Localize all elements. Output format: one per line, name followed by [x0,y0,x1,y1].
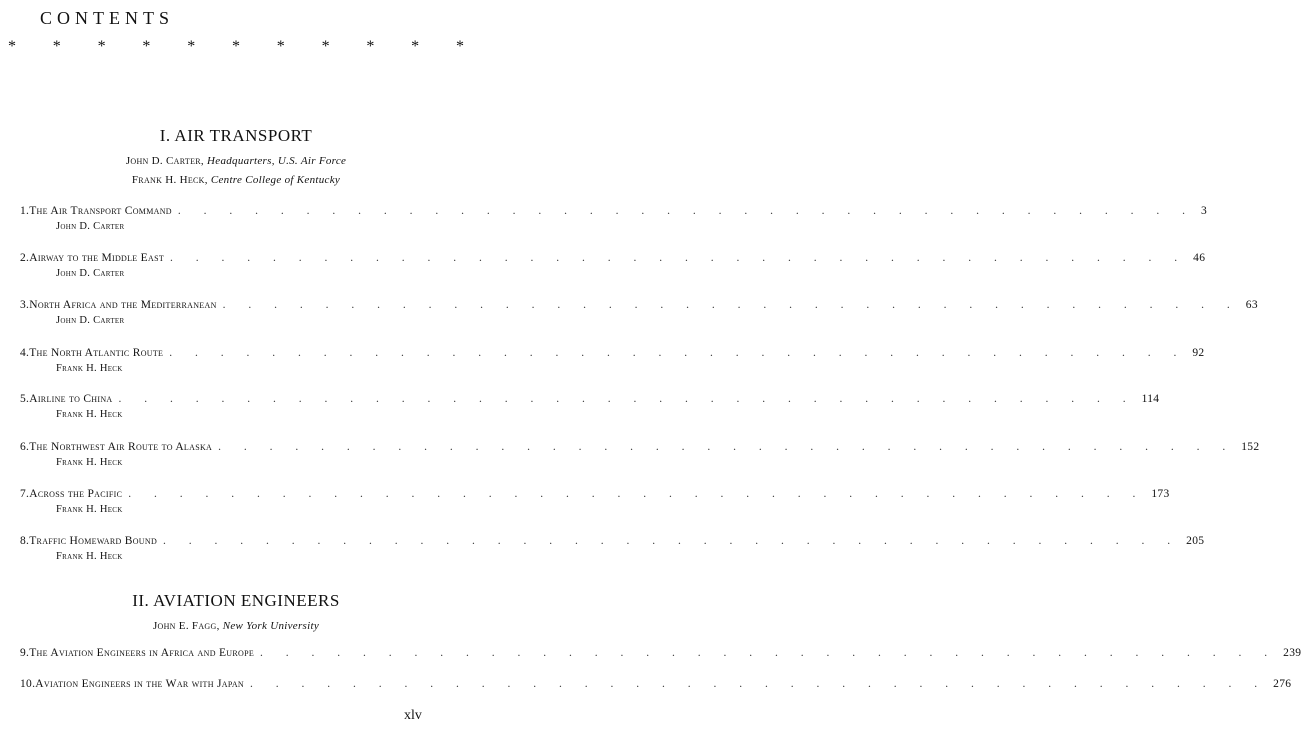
chapter-number: 9. [20,647,30,659]
page-number: 3 [1200,205,1208,217]
toc-entry[interactable] [20,441,1260,468]
chapter-author: Frank H. Heck [56,363,123,374]
toc-entry[interactable] [20,347,1205,374]
credit-name: Frank H. Heck, [131,174,208,186]
credit-name: John E. Fagg, [152,620,220,632]
page-number: 173 [1151,488,1170,500]
part-title: I. AIR TRANSPORT [159,126,313,145]
chapter-number: 8. [20,535,30,547]
star-ornament: * [366,38,375,55]
chapter-title: North Africa and the Mediterranean [29,299,217,311]
chapter-title: The North Atlantic Route [29,347,164,359]
chapter-number: 6. [20,441,30,453]
star-ornament: * [8,38,16,55]
star-ornament: * [411,38,420,55]
chapter-author: John D. Carter [56,221,125,232]
star-ornament: * [455,38,464,55]
page-number: 92 [1192,347,1205,359]
chapter-title: Aviation Engineers in the War with Japan [35,678,245,690]
chapter-number: 4. [20,347,30,359]
chapter-number: 1. [20,205,30,217]
page-number: 239 [1283,647,1301,659]
star-ornament: * [187,38,196,55]
toc-entry[interactable] [20,299,1258,326]
dot-leader: . . . . . . . . . . . . . . . . . . . . . . . . . . . . . . . . . . . . . . . . [260,647,1278,659]
chapter-title: Airway to the Middle East [29,252,165,264]
star-ornament: * [321,38,330,55]
chapter-number: 10. [20,678,36,690]
star-ornament: * [52,38,61,55]
page-number: 114 [1141,393,1160,405]
toc-entry[interactable] [20,678,1292,690]
page-number: 46 [1193,252,1206,264]
toc-entry[interactable] [20,252,1206,279]
dot-leader: . . . . . . . . . . . . . . . . . . . . . . . . . . . . . . . . . . . . . . . . [163,535,1181,547]
chapter-number: 3. [20,299,30,311]
dot-leader: . . . . . . . . . . . . . . . . . . . . . . . . . . . . . . . . . . . . . . . . [118,393,1136,405]
chapter-author: Frank H. Heck [56,504,123,515]
page-folio: xlv [404,708,422,723]
credit-affiliation: Centre College of Kentucky [210,174,341,186]
star-ornament-row [8,38,464,56]
dot-leader: . . . . . . . . . . . . . . . . . . . . . . . . . . . . . . . . . . . . . . . . [218,441,1236,453]
credit-affiliation: New York University [222,620,320,632]
chapter-number: 2. [20,252,30,264]
page-number: 63 [1245,299,1258,311]
chapter-author: John D. Carter [56,268,125,279]
page-number: 276 [1273,678,1292,690]
part-credit [0,620,472,632]
toc-entry[interactable] [20,393,1160,420]
dot-leader: . . . . . . . . . . . . . . . . . . . . . . . . . . . . . . . . . . . . . . . . [177,205,1195,217]
chapter-author: Frank H. Heck [56,409,123,420]
toc-entry[interactable] [20,488,1170,515]
chapter-author: Frank H. Heck [56,551,123,562]
dot-leader: . . . . . . . . . . . . . . . . . . . . . . . . . . . . . . . . . . . . . . . . [250,678,1268,690]
chapter-title: The Air Transport Command [29,205,172,217]
dot-leader: . . . . . . . . . . . . . . . . . . . . . . . . . . . . . . . . . . . . . . . . [222,299,1240,311]
part-credit [0,174,472,186]
credit-affiliation: Headquarters, U.S. Air Force [207,155,347,167]
star-ornament: * [276,38,285,55]
chapter-author: John D. Carter [56,315,125,326]
chapter-title: Across the Pacific [29,488,123,500]
page-number: 152 [1241,441,1260,453]
part-title: II. AVIATION ENGINEERS [132,591,340,610]
star-ornament: * [97,38,106,55]
part-credit [0,155,472,167]
chapter-title: Airline to China [29,393,113,405]
star-ornament: * [142,38,151,55]
chapter-number: 5. [20,393,30,405]
dot-leader: . . . . . . . . . . . . . . . . . . . . . . . . . . . . . . . . . . . . . . . . [170,252,1188,264]
toc-entry[interactable] [20,205,1208,232]
toc-entry[interactable] [20,535,1205,562]
credit-name: John D. Carter, [125,155,204,167]
star-ornament: * [231,38,240,55]
chapter-author: Frank H. Heck [56,457,123,468]
dot-leader: . . . . . . . . . . . . . . . . . . . . . . . . . . . . . . . . . . . . . . . . [128,488,1146,500]
chapter-title: The Aviation Engineers in Africa and Europe [29,647,255,659]
dot-leader: . . . . . . . . . . . . . . . . . . . . . . . . . . . . . . . . . . . . . . . . [169,347,1187,359]
chapter-title: The Northwest Air Route to Alaska [29,441,213,453]
toc-entry[interactable] [20,647,1301,659]
contents-heading: CONTENTS [40,8,174,28]
page-number: 205 [1186,535,1205,547]
chapter-number: 7. [20,488,30,500]
chapter-title: Traffic Homeward Bound [29,535,158,547]
